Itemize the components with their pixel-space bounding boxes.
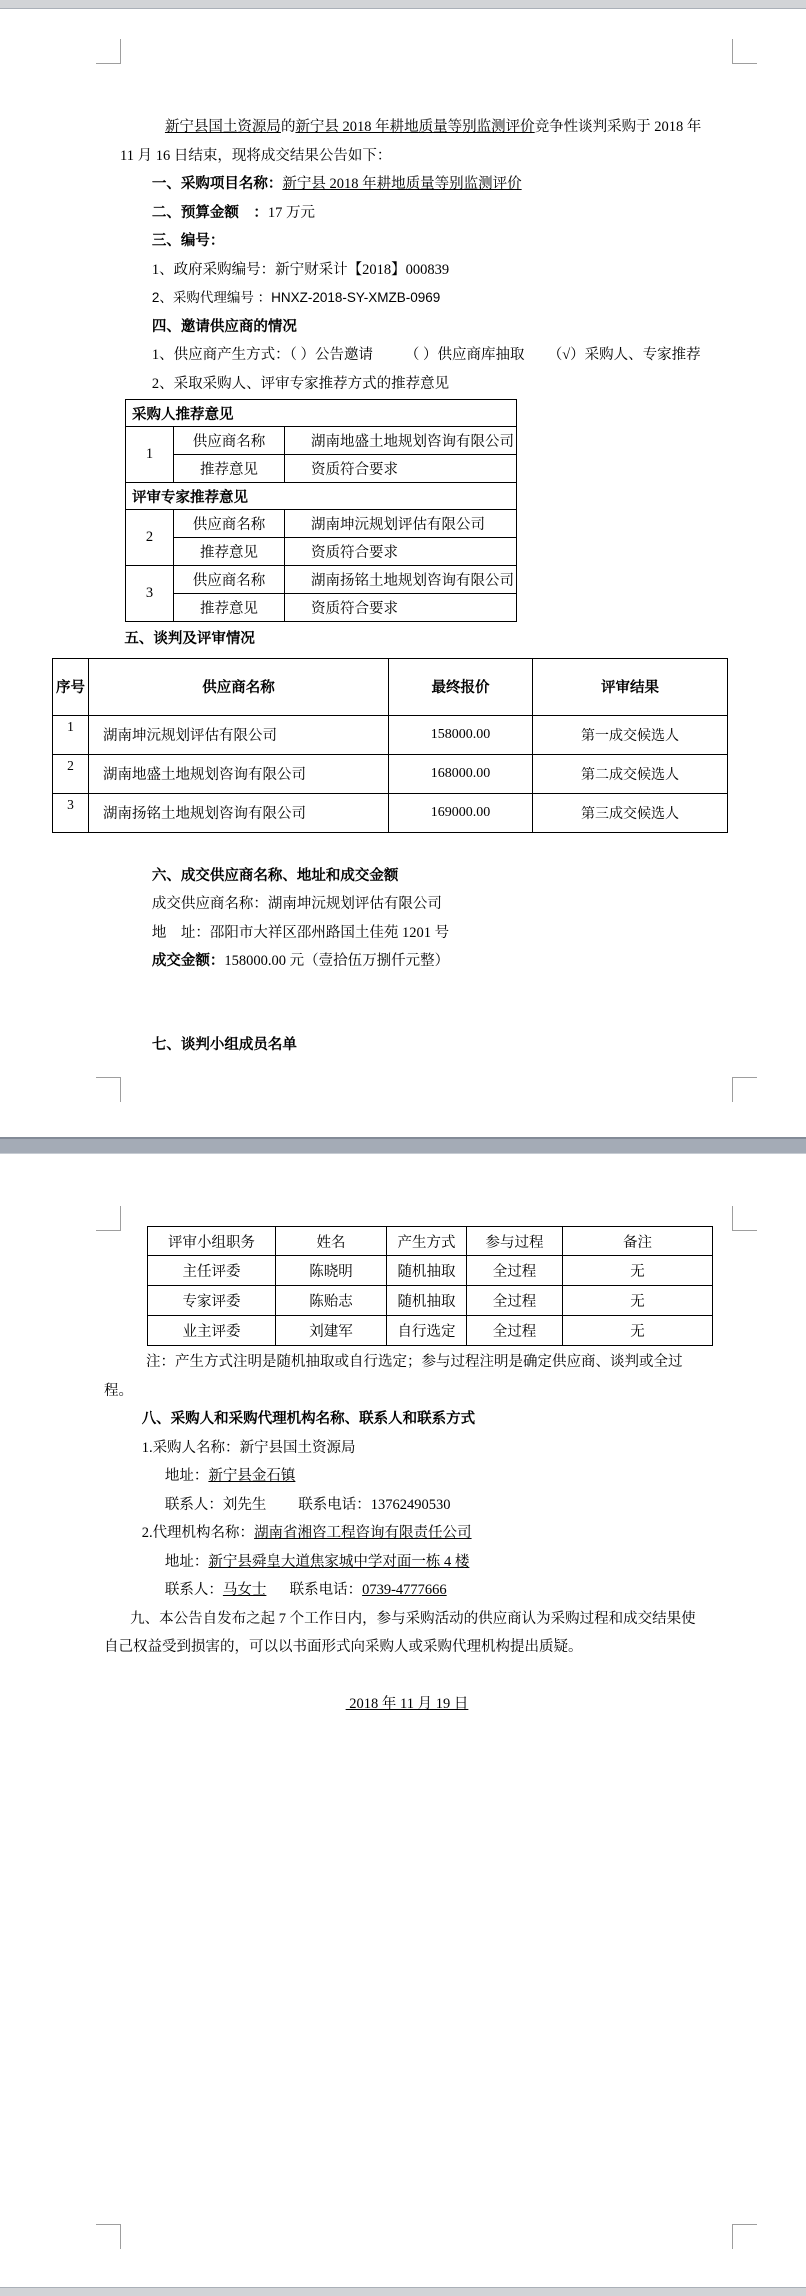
agent-address-line: 地址：新宁县舜皇大道焦家城中学对面一栋 4 楼 [164,1553,470,1570]
table-row: 主任评委 陈晓明 随机抽取 全过程 无 [148,1256,713,1286]
crop-mark-top-right [732,1206,757,1231]
section-1-project-name: 一、采购项目名称：新宁县 2018 年耕地质量等别监测评价 [151,176,522,192]
page-1 [0,9,806,1137]
recommendation-table [125,399,517,622]
col-header-role: 评审小组职务 [148,1227,276,1256]
evaluation-table [52,658,728,833]
section-8-heading: 八、采购人和采购代理机构名称、联系人和联系方式 [141,1411,476,1427]
section-2-budget: 二、预算金额 ：17 万元 [151,204,316,221]
buyer-address-line: 地址：新宁县金石镇 [164,1468,296,1484]
viewer-bottom-edge [0,2287,806,2296]
winner-address-line: 地 址：邵阳市大祥区邵州路国土佳苑 1201 号 [151,924,450,941]
opinion-label: 推荐意见 [174,538,285,566]
table-row [126,400,517,427]
row-number: 3 [126,566,174,622]
table-row: 3 湖南扬铭土地规划咨询有限公司 169000.00 第三成交候选人 [53,793,728,832]
table-row [126,455,517,483]
buyer-contact-line: 联系人：刘先生 联系电话：13762490530 [164,1496,451,1513]
panel-member-table [147,1226,713,1346]
project-name-link: 新宁县 2018 年耕地质量等别监测评价 [295,119,535,135]
table-row [126,427,517,455]
table-row [126,594,517,622]
intro-paragraph: 新宁县国土资源局的新宁县 2018 年耕地质量等别监测评价竞争性谈判采购于 2018 年 11 月 16 日结束，现将成交结果公告如下： [120,119,702,164]
col-header-final-price: 最终报价 [389,658,533,715]
recommendation-method-line: 2、采取采购人、评审专家推荐方式的推荐意见 [151,375,450,392]
row-number: 1 [126,427,174,483]
winner-amount-line: 成交金额：158000.00 元（壹拾伍万捌仟元整） [151,953,450,969]
col-header-result: 评审结果 [533,658,728,715]
opinion-value: 资质符合要求 [285,594,517,622]
section-4-heading: 四、邀请供应商的情况 [151,318,297,335]
supplier-name-value: 湖南地盛土地规划咨询有限公司 [285,427,517,455]
supplier-name-value: 湖南坤沅规划评估有限公司 [285,510,517,538]
viewer-top-edge [0,0,806,9]
crop-mark-top-left [96,39,121,64]
section-7-heading: 七、谈判小组成员名单 [151,1036,297,1053]
announcement-date: 2018 年 11 月 19 日 [345,1695,469,1712]
table-header-row [148,1227,713,1256]
page-separator [0,1137,806,1154]
section-3-heading: 三、编号： [151,233,225,249]
supplier-name-value: 湖南扬铭土地规划咨询有限公司 [285,566,517,594]
table-row [126,538,517,566]
row-number: 2 [126,510,174,566]
winner-name-line: 成交供应商名称：湖南坤沅规划评估有限公司 [151,896,442,912]
table-note: 注：产生方式注明是随机抽取或自行选定；参与过程注明是确定供应商、谈判或全过程。 [104,1354,683,1399]
group-header-experts: 评审专家推荐意见 [126,483,517,510]
section-6-heading: 六、成交供应商名称、地址和成交金额 [151,867,399,884]
crop-mark-bottom-right [732,2224,757,2249]
agent-contact-line: 联系人：马女士 联系电话：0739-4777666 [164,1582,447,1598]
project-name-value: 新宁县 2018 年耕地质量等别监测评价 [282,176,522,192]
section-5-heading: 五、谈判及评审情况 [124,631,255,647]
table-row [126,566,517,594]
agent-phone-link: 0739-4777666 [362,1582,447,1598]
agency-number: 2、采购代理编号 ：HNXZ-2018-SY-XMZB-0969 [151,290,441,305]
buyer-name-link: 新宁县国土资源局 [164,119,281,135]
group-header-buyer: 采购人推荐意见 [126,400,517,427]
page-2 [0,1154,806,2287]
col-header-process: 参与过程 [467,1227,563,1256]
opinion-label: 推荐意见 [174,594,285,622]
table-row [126,483,517,510]
crop-mark-bottom-left [96,1077,121,1102]
agent-name-line: 2.代理机构名称：湖南省湘咨工程咨询有限责任公司 [141,1525,472,1541]
crop-mark-top-left [96,1206,121,1231]
table-row: 专家评委 陈贻志 随机抽取 全过程 无 [148,1286,713,1316]
table-row: 2 湖南地盛土地规划咨询有限公司 168000.00 第二成交候选人 [53,754,728,793]
crop-mark-top-right [732,39,757,64]
col-header-remark: 备注 [563,1227,713,1256]
supplier-name-label: 供应商名称 [174,427,285,455]
supplier-name-label: 供应商名称 [174,510,285,538]
gov-procurement-number: 1、政府采购编号：新宁财采计【2018】000839 [151,261,450,278]
col-header-supplier: 供应商名称 [89,658,389,715]
buyer-address-link: 新宁县金石镇 [208,1468,296,1484]
col-header-method: 产生方式 [387,1227,467,1256]
crop-mark-bottom-left [96,2224,121,2249]
opinion-value: 资质符合要求 [285,538,517,566]
agent-address-link: 新宁县舜皇大道焦家城中学对面一栋 4 楼 [208,1553,470,1570]
table-row: 业主评委 刘建军 自行选定 全过程 无 [148,1316,713,1346]
opinion-label: 推荐意见 [174,455,285,483]
section-9-paragraph: 九、本公告自发布之起 7 个工作日内，参与采购活动的供应商认为采购过程和成交结果使自己权益受到损害的，可以以书面形式向采购人或采购代理机构提出质疑。 [104,1610,696,1655]
col-header-name: 姓名 [276,1227,387,1256]
crop-mark-bottom-right [732,1077,757,1102]
opinion-value: 资质符合要求 [285,455,517,483]
supplier-source-line: 1、供应商产生方式：（ ）公告邀请 （ ）供应商库抽取 （√）采购人、专家推荐 [151,347,701,363]
agent-name-link: 湖南省湘咨工程咨询有限责任公司 [254,1525,472,1541]
table-row [126,510,517,538]
agent-contact-link: 马女士 [222,1582,267,1598]
table-row: 1 湖南坤沅规划评估有限公司 158000.00 第一成交候选人 [53,715,728,754]
buyer-name-line: 1.采购人名称：新宁县国土资源局 [141,1439,356,1456]
supplier-name-label: 供应商名称 [174,566,285,594]
col-header-no: 序号 [53,658,89,715]
table-header-row [53,658,728,715]
